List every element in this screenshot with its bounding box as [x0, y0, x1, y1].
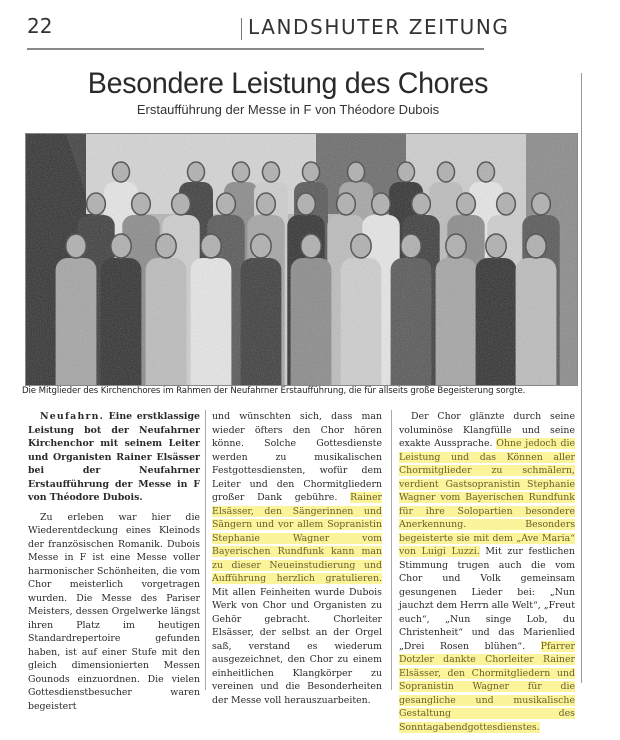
article-column-1	[28, 410, 200, 719]
masthead: LANDSHUTER ZEITUNG	[248, 15, 510, 39]
body-paragraph: Zu erleben war hier die Wiederentdeckung eines Kleinods der französischen Romanik. Dubois Messe in F ist eine Messe voller harmonischer Schönheiten, die vom Chor meisterlich vorgetragen wurden. Die Messe des Pariser Meisters, dessen Orgelwerke längst ihren Platz im heutigen Standardrepertoire gefunden haben, ist auf einer Stufe mit den gleich dimensionierten Messen Gounods einzuordnen. Die vielen Gottesdienstbesucher waren begeistert	[28, 511, 200, 712]
highlighted-text: Ohne jedoch die Leistung und das Können aller Chormitglieder zu schmälern, verdient Gastsopranistin Stephanie Wagner vom Bayerischen Rundfunk für ihre Solopartien besondere Anerkennung. Besonders begeisterte sie mit dem „Ave Maria“ von Luigi Luzzi.	[399, 438, 575, 557]
lead-text: Eine erstklassige Leistung bot der Neufahrner Kirchenchor mit seinem Leiter und Organisten Rainer Elsässer bei der Neufahrner Erstaufführung der Messe in F von Théodore Dubois.	[28, 411, 200, 503]
right-column-rule	[581, 73, 582, 683]
dateline: Neufahrn.	[40, 411, 105, 422]
masthead-separator	[241, 18, 242, 40]
lead-paragraph	[28, 410, 200, 505]
body-paragraph	[212, 410, 382, 707]
body-text: Mit zur festlichen Stimmung trugen auch die vom Chor und Volk gemeinsam gesungenen Lieder bei: „Nun jauchzt dem Herrn alle Welt“, „Freut euch“, „Nun singe Lob, du Christenheit“ und das Marienlied „Drei Rosen blühen“.	[399, 546, 575, 652]
photo-caption: Die Mitglieder des Kirchenchores im Rahmen der Neufahrner Erstaufführung, die für allseits große Begeisterung sorgte.	[22, 386, 526, 396]
column-rule-1	[205, 410, 206, 690]
headline: Besondere Leistung des Chores	[87, 67, 489, 100]
article-column-2	[212, 410, 382, 713]
article-column-3	[399, 410, 575, 740]
subheadline: Erstaufführung der Messe in F von Théodore Dubois	[136, 102, 440, 117]
body-text: Der Chor glänzte durch seine voluminöse Klangfülle und seine exakte Aussprache.	[399, 411, 575, 449]
header-rule	[27, 48, 484, 50]
body-text: Mit allen Feinheiten wurde Dubois Werk von Chor und Organisten zu Gehör gebracht. Chorleiter Elsässer, der selbst an der Orgel saß, verstand es wiederum ausgezeichnet, den Chor zu einem einheitlichen Klangkörper zu vereinen und die Besonderheiten der Messe voll herauszuarbeiten.	[212, 586, 382, 706]
page-number: 22	[27, 14, 53, 38]
column-rule-2	[391, 410, 392, 690]
highlighted-text: Rainer Elsässer, den Sängerinnen und Sängern und vor allem Sopranistin Stephanie Wagner vom Bayerischen Rundfunk kann man zu dieser Neueinstudierung und Aufführung herzlich gratulieren.	[212, 492, 382, 584]
body-paragraph	[399, 410, 575, 734]
choir-group-illustration	[26, 134, 577, 385]
choir-photo	[25, 133, 578, 386]
body-text: und wünschten sich, dass man wieder öfters den Chor hören könne. Solche Gottesdienste werden zu musikalischen Festgottesdiensten, wofür dem Leiter und den Chormitgliedern großer Dank gebühre.	[212, 411, 382, 503]
highlighted-text: Pfarrer Dotzler dankte Chorleiter Rainer Elsässer, den Chormitgliedern und Sopranistin Wagner für die gesangliche und musikalische Gestaltung des Sonntagabendgottesdienstes.	[399, 640, 575, 733]
